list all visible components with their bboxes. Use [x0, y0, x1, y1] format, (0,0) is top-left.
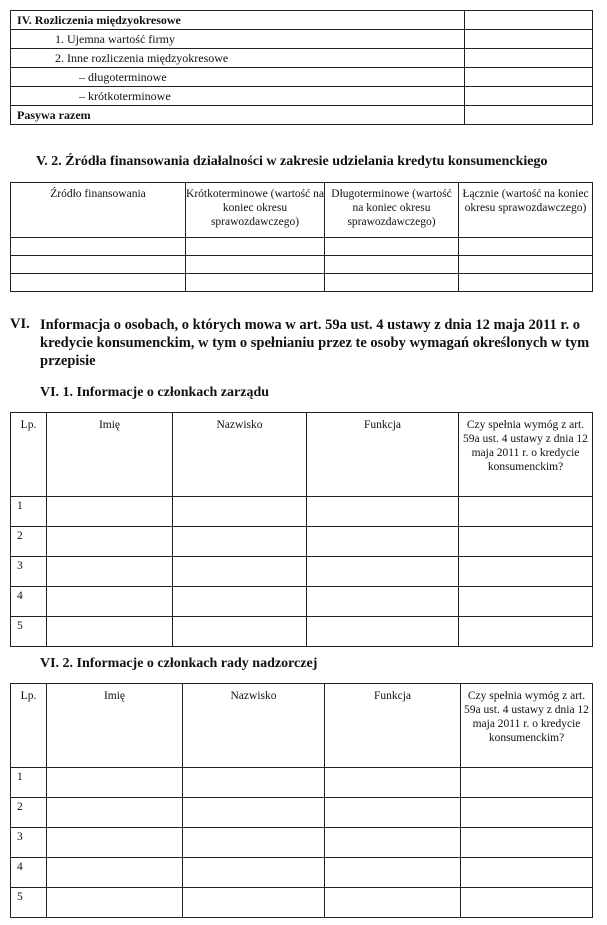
table-cell[interactable] [47, 858, 183, 888]
column-header: Czy spełnia wymóg z art. 59a ust. 4 ustawy z dnia 12 maja 2011 r. o kredycie konsumenckim? [461, 684, 593, 768]
balance-table [10, 10, 593, 125]
table-cell[interactable] [459, 557, 593, 587]
balance-value-cell[interactable] [465, 30, 593, 49]
table-cell[interactable] [459, 497, 593, 527]
table-cell[interactable] [11, 274, 186, 292]
balance-row-label: – krótkoterminowe [11, 87, 465, 106]
table-cell[interactable] [307, 587, 459, 617]
table-cell[interactable] [47, 527, 173, 557]
balance-row-label: Pasywa razem [11, 106, 465, 125]
table-cell[interactable] [173, 587, 307, 617]
table-cell[interactable] [11, 256, 186, 274]
table-row [11, 11, 593, 30]
balance-value-cell[interactable] [465, 68, 593, 87]
table-cell[interactable] [325, 858, 461, 888]
column-header: Nazwisko [183, 684, 325, 768]
table-cell[interactable] [461, 888, 593, 918]
section-vi2-title: VI. 2. Informacje o członkach rady nadzorczej [40, 656, 318, 671]
table-row [11, 557, 593, 587]
table-cell[interactable] [325, 274, 459, 292]
table-row [11, 49, 593, 68]
table-row [11, 768, 593, 798]
column-header: Źródło finansowania [11, 183, 186, 238]
table-cell[interactable] [307, 557, 459, 587]
table-row [11, 858, 593, 888]
table-cell[interactable] [47, 497, 173, 527]
column-header: Czy spełnia wymóg z art. 59a ust. 4 ustawy z dnia 12 maja 2011 r. o kredycie konsumenckim? [459, 413, 593, 497]
balance-row-label: 1. Ujemna wartość firmy [11, 30, 465, 49]
column-header: Nazwisko [173, 413, 307, 497]
table-cell[interactable] [11, 238, 186, 256]
row-number: 5 [11, 888, 47, 918]
section-vi1-title: VI. 1. Informacje o członkach zarządu [40, 385, 270, 400]
table-header-row [11, 684, 593, 768]
row-number: 5 [11, 617, 47, 647]
row-number: 4 [11, 858, 47, 888]
table-cell[interactable] [461, 828, 593, 858]
column-header: Funkcja [307, 413, 459, 497]
table-cell[interactable] [325, 256, 459, 274]
table-row [11, 617, 593, 647]
table-cell[interactable] [325, 828, 461, 858]
balance-value-cell[interactable] [465, 106, 593, 125]
table-cell[interactable] [325, 888, 461, 918]
table-cell[interactable] [459, 238, 593, 256]
table-cell[interactable] [459, 617, 593, 647]
column-header: Długoterminowe (wartość na koniec okresu sprawozdawczego) [325, 183, 459, 238]
table-cell[interactable] [307, 497, 459, 527]
table-cell[interactable] [183, 858, 325, 888]
table-row [11, 527, 593, 557]
table-cell[interactable] [47, 587, 173, 617]
table-row [11, 238, 593, 256]
table-cell[interactable] [173, 527, 307, 557]
table-row [11, 68, 593, 87]
row-number: 4 [11, 587, 47, 617]
column-header: Lp. [11, 684, 47, 768]
table-cell[interactable] [173, 557, 307, 587]
table-cell[interactable] [173, 617, 307, 647]
table-cell[interactable] [183, 888, 325, 918]
table-cell[interactable] [186, 238, 325, 256]
table-cell[interactable] [459, 527, 593, 557]
balance-row-label: 2. Inne rozliczenia międzyokresowe [11, 49, 465, 68]
table-row [11, 256, 593, 274]
column-header: Imię [47, 684, 183, 768]
table-cell[interactable] [173, 497, 307, 527]
table-cell[interactable] [325, 768, 461, 798]
table-cell[interactable] [459, 587, 593, 617]
table-row [11, 587, 593, 617]
funding-sources-table [10, 182, 593, 292]
table-header-row [11, 413, 593, 497]
section-vi-number: VI. [10, 316, 30, 332]
table-cell[interactable] [47, 798, 183, 828]
table-row [11, 274, 593, 292]
table-cell[interactable] [47, 888, 183, 918]
column-header: Lp. [11, 413, 47, 497]
section-v2-title: V. 2. Źródła finansowania działalności w zakresie udzielania kredytu konsumenckiego [36, 154, 548, 169]
table-cell[interactable] [47, 828, 183, 858]
table-row [11, 106, 593, 125]
row-number: 3 [11, 557, 47, 587]
table-cell[interactable] [186, 256, 325, 274]
row-number: 2 [11, 798, 47, 828]
table-cell[interactable] [461, 858, 593, 888]
column-header: Krótkoterminowe (wartość na koniec okresu sprawozdawczego) [186, 183, 325, 238]
column-header: Imię [47, 413, 173, 497]
table-row [11, 888, 593, 918]
table-cell[interactable] [459, 256, 593, 274]
table-cell[interactable] [307, 527, 459, 557]
section-vi-title: Informacja o osobach, o których mowa w art. 59a ust. 4 ustawy z dnia 12 maja 2011 r. o kredycie konsumenckim, w tym o spełnianiu przez te osoby wymagań określonych w tym przepisie [40, 317, 590, 369]
table-row [11, 497, 593, 527]
table-cell[interactable] [183, 768, 325, 798]
balance-value-cell[interactable] [465, 49, 593, 68]
table-cell[interactable] [186, 274, 325, 292]
table-row [11, 828, 593, 858]
table-row [11, 87, 593, 106]
supervisory-board-table [10, 683, 593, 918]
balance-row-label: IV. Rozliczenia międzyokresowe [11, 11, 465, 30]
row-number: 1 [11, 497, 47, 527]
column-header: Łącznie (wartość na koniec okresu sprawozdawczego) [459, 183, 593, 238]
table-cell[interactable] [307, 617, 459, 647]
table-row [11, 798, 593, 828]
row-number: 1 [11, 768, 47, 798]
table-cell[interactable] [325, 238, 459, 256]
table-cell[interactable] [47, 557, 173, 587]
row-number: 2 [11, 527, 47, 557]
balance-row-label: – długoterminowe [11, 68, 465, 87]
table-cell[interactable] [183, 828, 325, 858]
balance-value-cell[interactable] [465, 87, 593, 106]
table-row [11, 30, 593, 49]
table-header-row [11, 183, 593, 238]
management-board-table [10, 412, 593, 647]
table-cell[interactable] [461, 768, 593, 798]
table-cell[interactable] [183, 798, 325, 828]
row-number: 3 [11, 828, 47, 858]
table-cell[interactable] [47, 617, 173, 647]
table-cell[interactable] [461, 798, 593, 828]
column-header: Funkcja [325, 684, 461, 768]
table-cell[interactable] [325, 798, 461, 828]
table-cell[interactable] [47, 768, 183, 798]
balance-value-cell[interactable] [465, 11, 593, 30]
table-cell[interactable] [459, 274, 593, 292]
